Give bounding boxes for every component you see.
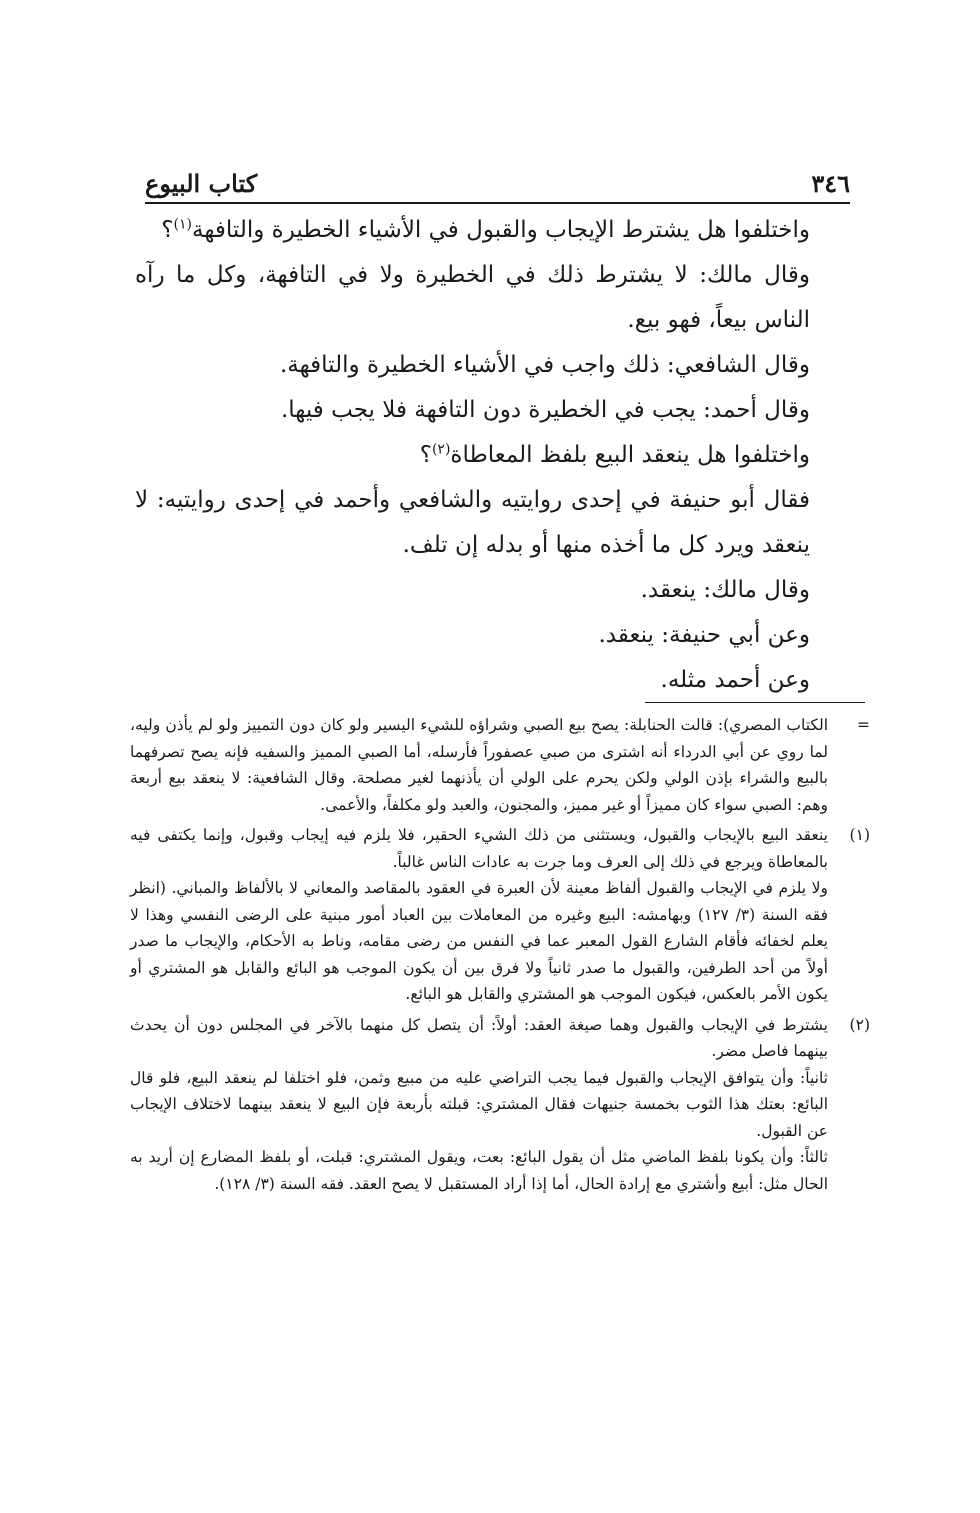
footnote-ref: (٢): [431, 441, 451, 458]
running-title: كتاب البيوع: [145, 169, 258, 198]
main-paragraph: واختلفوا هل ينعقد البيع بلفظ المعاطاة$^{(٢)}$؟: [419, 441, 810, 468]
main-text: [135, 208, 865, 703]
footnote-text: ينعقد البيع بالإيجاب والقبول، ويستثنى من ذلك الشيء الحقير، فلا يلزم فيه إيجاب وقبول، وإنما يكتفى فيه بالمعاطاة ويرجع في ذلك إلى العرف وما جرت به عادات الناس غالباً.: [130, 826, 828, 871]
footnote-2: [130, 1012, 870, 1198]
main-paragraph: وقال أحمد: يجب في الخطيرة دون التافهة فلا يجب فيها.: [280, 397, 810, 423]
main-paragraph: وقال مالك: لا يشترط ذلك في الخطيرة ولا في التافهة، وكل ما رآه الناس بيعاً، فهو بيع.: [135, 262, 810, 333]
footnote-continued: [130, 712, 870, 818]
main-paragraph: فقال أبو حنيفة في إحدى روايتيه والشافعي وأحمد في إحدى روايتيه: لا ينعقد ويرد كل ما أخذه منها أو بدله إن تلف.: [135, 487, 810, 558]
footnote-text: ثانياً: وأن يتوافق الإيجاب والقبول فيما يجب التراضي عليه من مبيع وثمن، فلو اختلفا لم ينعقد البيع، فلو قال البائع: بعتك هذا الثوب بخمسة جنيهات فقال المشتري: قبلته بأربعة فإن البيع لا ينعقد بينهما لاختلاف الإيجاب عن القبول.: [130, 1068, 828, 1140]
footnote-marker: =: [857, 716, 870, 734]
main-paragraph: وعن أحمد مثله.: [660, 667, 810, 693]
page-header: [145, 158, 850, 204]
main-paragraph: وعن أبي حنيفة: ينعقد.: [598, 622, 810, 648]
main-paragraph: وقال الشافعي: ذلك واجب في الأشياء الخطيرة والتافهة.: [279, 352, 810, 378]
footnote-text: ولا يلزم في الإيجاب والقبول ألفاظ معينة لأن العبرة في العقود بالمقاصد والمعاني لا بالألفاظ والمباني. (انظر فقه السنة (٣/ ١٢٧) وبهامشه: البيع وغيره من المعاملات بين العباد أمور مبنية على الرضى النفسي وهذا لا يعلم لخفائه فأقام الشارع القول المعبر عما في النفس من رضى مقامه، وناط به الأحكام، والإيجاب ما صدر أولاً من أحد الطرفين، والقبول ما صدر ثانياً ولا فرق بين أن يكون الموجب هو البائع والقابل هو المشتري أو يكون الأمر بالعكس، فيكون الموجب هو المشتري والقابل هو البائع.: [130, 879, 828, 1003]
main-paragraph: واختلفوا هل يشترط الإيجاب والقبول في الأشياء الخطيرة والتافهة$^{(١)}$؟: [161, 216, 810, 243]
page-number: ٣٤٦: [811, 169, 850, 198]
footnote-text: الكتاب المصري): قالت الحنابلة: يصح بيع الصبي وشراؤه للشيء اليسير ولو كان دون التمييز ولو لم يأذن وليه، لما روي عن أبي الدرداء أنه اشترى من صبي عصفوراً فأرسله، أما الصبي المميز والسفيه فإنه يصح تصرفهما بالبيع والشراء بإذن الولي ولكن يحرم على الولي أن يأذنهما لغير مصلحة. وقال الشافعية: لا ينعقد بيع أربعة وهم: الصبي سواء كان مميزاً أو غير مميز، والمجنون، والعبد ولو مكلفاً، والأعمى.: [130, 716, 828, 814]
footnote-ref: (١): [173, 216, 192, 233]
footnotes: [130, 712, 870, 1201]
footnote-marker: (١): [849, 826, 870, 844]
footnote-text: يشترط في الإيجاب والقبول وهما صيغة العقد: أولاً: أن يتصل كل منهما بالآخر في المجلس دون أن يحدث بينهما فاصل مضر.: [130, 1015, 828, 1060]
footnote-1: [130, 822, 870, 1008]
main-paragraph: وقال مالك: ينعقد.: [640, 577, 810, 603]
footnote-divider: [645, 702, 865, 703]
footnote-text: ثالثاً: وأن يكونا بلفظ الماضي مثل أن يقول البائع: بعت، ويقول المشتري: قبلت، أو بلفظ المضارع إن أريد به الحال مثل: أبيع وأشتري مع إرادة الحال، أما إذا أراد المستقبل لا يصح العقد. فقه السنة (٣/ ١٢٨).: [130, 1148, 828, 1193]
footnote-marker: (٢): [849, 1015, 870, 1034]
